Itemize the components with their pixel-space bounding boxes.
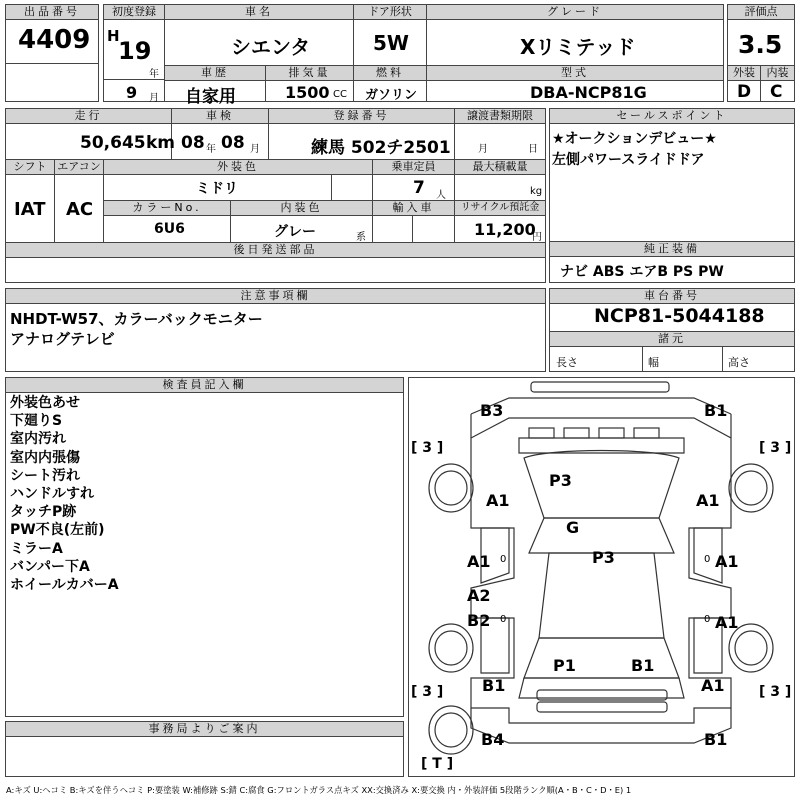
inspector-notes <box>10 394 119 594</box>
displacement: 1500 <box>285 83 330 102</box>
office-header: 事務局よりご案内 <box>6 722 403 736</box>
damage-a1-rear-bumper: A1 <box>701 676 725 695</box>
color-no-header: カラーNo. <box>104 201 230 215</box>
first-reg-box <box>103 4 165 102</box>
damage-b1-left-wheel: B1 <box>482 676 506 695</box>
transfer-month: 月 <box>478 144 488 155</box>
grade-header: グレード <box>427 5 723 19</box>
sales-point-box <box>549 108 795 242</box>
shaken-year: 08 <box>181 133 205 153</box>
shaken-month-unit: 月 <box>250 144 260 155</box>
int-color: グレー <box>274 224 316 240</box>
recycle: 11,200 <box>474 220 536 239</box>
displacement-header: 排気量 <box>266 66 353 80</box>
inspector-note-8: PW不良(左前) <box>10 522 105 539</box>
reg-no: 練馬 502チ2501 <box>311 138 451 158</box>
era: H <box>107 27 120 45</box>
inspector-note-3: 室内汚れ <box>10 431 66 448</box>
zero-mark-2: 0 <box>704 554 711 565</box>
capacity-unit: 人 <box>436 190 446 201</box>
max-load-header: 最大積載量 <box>455 160 545 174</box>
ext-color-header: 外装色 <box>104 160 372 174</box>
damage-b3: B3 <box>480 401 504 420</box>
inspector-box <box>5 377 404 717</box>
damage-p3-mid: P3 <box>592 548 615 567</box>
transfer-header: 譲渡書類期限 <box>455 109 545 123</box>
mileage-header: 走行 <box>6 109 171 123</box>
recycle-header: リサイクル預託金 <box>455 201 545 215</box>
transfer-day: 日 <box>528 144 538 155</box>
car-name-header: 車名 <box>165 5 353 19</box>
import-header: 輸入車 <box>373 201 454 215</box>
inspector-note-1: 外装色あせ <box>10 395 80 411</box>
damage-g: G <box>566 518 580 537</box>
door-type: 5W <box>373 31 409 55</box>
length-label: 長さ <box>556 356 578 369</box>
legend: A:キズ U:ヘコミ B:キズを伴うヘコミ P:要塗装 W:補修跡 S:錆 C:腐食 G:フロントガラス点キズ XX:交換済み X:要交換 内・外装評価 5段階ランク順(A・B・C・D・E) 1 <box>6 785 632 795</box>
capacity: 7 <box>413 178 425 198</box>
shaken-header: 車検 <box>172 109 268 123</box>
damage-a1-right-rear: A1 <box>715 613 739 632</box>
damage-b4: B4 <box>481 730 505 749</box>
genuine-equipment: ナビ ABS エアB PS PW <box>560 264 724 280</box>
history-header: 車歴 <box>165 66 265 80</box>
width-label: 幅 <box>648 356 659 369</box>
car-diagram <box>408 377 795 777</box>
tire-left-top: [ 3 ] <box>411 440 444 456</box>
inspector-note-6: ハンドルすれ <box>10 486 94 503</box>
damage-p3-top: P3 <box>549 471 572 490</box>
score-header: 評価点 <box>728 5 794 19</box>
tire-right-bottom: [ 3 ] <box>759 684 792 700</box>
genuine-box <box>549 241 795 283</box>
damage-a1-right-front: A1 <box>696 491 720 510</box>
sales-point-1: ★オークションデビュー★ <box>552 131 717 147</box>
lot-box <box>5 4 99 102</box>
note-2: アナログテレビ <box>10 330 115 348</box>
yen-unit: 円 <box>532 232 542 243</box>
details-box <box>5 108 546 283</box>
damage-a1-left-front: A1 <box>486 491 510 510</box>
shift: IAT <box>14 199 46 220</box>
interior-score: C <box>770 82 783 102</box>
tire-left-bottom: [ 3 ] <box>411 684 444 700</box>
first-reg-header: 初度登録 <box>104 5 164 19</box>
shaken-year-unit: 年 <box>206 144 216 155</box>
fuel-header: 燃料 <box>354 66 426 80</box>
damage-b1-rear-right: B1 <box>631 656 655 675</box>
notes-header: 注意事項欄 <box>6 289 545 303</box>
sales-point-header: セールスポイント <box>550 109 794 123</box>
score-box <box>727 4 795 102</box>
shift-header: シフト <box>6 160 54 174</box>
km-unit: km <box>146 133 176 153</box>
zero-mark-4: 0 <box>704 614 711 625</box>
height-label: 高さ <box>728 356 750 369</box>
inspector-header: 検査員記入欄 <box>6 378 403 392</box>
inspector-note-11: ホイールカバーA <box>10 577 119 594</box>
model-header: 型式 <box>427 66 723 80</box>
door-header: ドア形状 <box>354 5 426 19</box>
damage-b1-top-right: B1 <box>704 401 728 420</box>
later-parts-header: 後日発送部品 <box>6 243 545 257</box>
office-box <box>5 721 404 777</box>
spare-tire: [ T ] <box>421 756 454 772</box>
model: DBA-NCP81G <box>530 83 647 102</box>
history: 自家用 <box>185 87 236 107</box>
note-1: NHDT-W57、カラーバックモニター <box>10 310 263 328</box>
aircon: AC <box>66 199 94 220</box>
score: 3.5 <box>738 30 783 59</box>
aircon-header: エアコン <box>55 160 103 174</box>
reg-no-header: 登録番号 <box>269 109 454 123</box>
color-no: 6U6 <box>154 221 185 237</box>
inspector-note-7: タッチP跡 <box>10 504 77 521</box>
chassis-number: NCP81-5044188 <box>594 305 765 327</box>
dimensions-header: 諸元 <box>550 332 794 346</box>
int-color-header: 内装色 <box>231 201 372 215</box>
genuine-header: 純正装備 <box>550 242 794 256</box>
ext-color: ミドリ <box>196 181 238 197</box>
chassis-box <box>549 288 795 372</box>
sales-point-2: 左側パワースライドドア <box>552 152 705 168</box>
exterior-header: 外装 <box>728 66 760 80</box>
damage-a2: A2 <box>467 586 491 605</box>
damage-p1: P1 <box>553 656 576 675</box>
reg-month: 9 <box>126 83 138 102</box>
lot-header: 出品番号 <box>6 5 98 19</box>
inspector-note-10: バンパー下A <box>10 558 90 575</box>
damage-b2: B2 <box>467 611 491 630</box>
car-info-box <box>164 4 724 107</box>
damage-a1-left-door: A1 <box>467 552 491 571</box>
reg-month-unit: 月 <box>149 93 159 104</box>
grade: Xリミテッド <box>520 35 636 59</box>
inspector-note-5: シート汚れ <box>10 467 80 484</box>
max-load-unit: kg <box>530 186 543 197</box>
inspector-note-2: 下廻りS <box>10 413 63 430</box>
fuel: ガソリン <box>365 88 418 103</box>
inspector-note-4: 室内内張傷 <box>10 449 80 466</box>
damage-b1-bottom-right: B1 <box>704 730 728 749</box>
shaken-month: 08 <box>221 133 245 153</box>
lot-number: 4409 <box>18 25 91 55</box>
notes-box <box>5 288 546 372</box>
mileage: 50,645 <box>80 133 146 153</box>
zero-mark-3: 0 <box>500 614 507 625</box>
car-outline <box>409 378 794 776</box>
reg-year: 19 <box>118 37 152 65</box>
interior-header: 内装 <box>761 66 794 80</box>
car-name: シエンタ <box>231 35 311 59</box>
int-color-unit: 系 <box>356 232 366 243</box>
damage-a1-right-door: A1 <box>715 552 739 571</box>
zero-mark-1: 0 <box>500 554 507 565</box>
cc-unit: CC <box>333 89 347 100</box>
chassis-header: 車台番号 <box>550 289 794 303</box>
inspector-note-9: ミラーA <box>10 540 63 557</box>
capacity-header: 乗車定員 <box>373 160 454 174</box>
reg-year-unit: 年 <box>149 69 159 80</box>
tire-right-top: [ 3 ] <box>759 440 792 456</box>
exterior-score: D <box>737 82 752 102</box>
